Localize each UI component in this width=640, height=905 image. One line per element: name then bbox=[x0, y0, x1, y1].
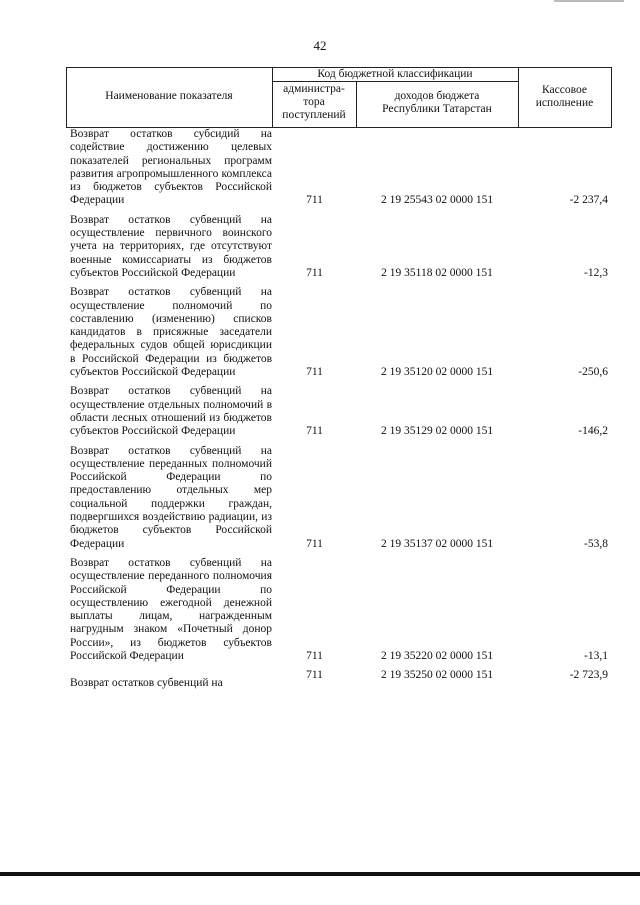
name-column-header: Наименование показателя bbox=[105, 90, 233, 102]
budget-code: 2 19 35220 02 0000 151 bbox=[380, 649, 494, 662]
indicator-name: Возврат остатков субвенций на осуществление отдельных полномочий в области лесных отношений из бюджетов субъектов Российской Федерации bbox=[70, 385, 272, 438]
right-border bbox=[611, 67, 612, 128]
scan-bottom-edge bbox=[0, 872, 640, 876]
income-header-line: Республики Татарстан bbox=[382, 103, 492, 115]
budget-code: 2 19 35129 02 0000 151 bbox=[380, 425, 494, 438]
table-row bbox=[66, 214, 612, 280]
admin-column-header bbox=[272, 83, 356, 122]
cash-execution: -13,1 bbox=[584, 649, 608, 662]
admin-code: 711 bbox=[306, 537, 323, 550]
table-header bbox=[66, 67, 612, 128]
table-body bbox=[66, 128, 612, 691]
indicator-name: Возврат остатков субвенций на осуществление переданного полномочия Российской Федерации по осуществлению ежегодной денежной выплаты лицам, награжденным нагрудным знаком «Почетный донор России», из бюджетов субъектов Российской Федерации bbox=[70, 556, 272, 662]
budget-code: 2 19 35137 02 0000 151 bbox=[380, 537, 494, 550]
table-row bbox=[66, 669, 612, 690]
amount-header-line: исполнение bbox=[535, 97, 594, 109]
admin-code: 711 bbox=[306, 266, 323, 279]
table-row bbox=[66, 128, 612, 208]
budget-code: 2 19 35118 02 0000 151 bbox=[381, 266, 493, 279]
table-row bbox=[66, 445, 612, 551]
admin-header-line: администра- bbox=[283, 83, 345, 95]
admin-code: 711 bbox=[306, 649, 323, 662]
admin-code: 711 bbox=[306, 669, 323, 682]
indicator-name: Возврат остатков субвенций на осуществление полномочий по составлению (изменению) списков кандидатов в присяжные заседатели федеральных судов общей юрисдикции в Российской Федерации из бюджетов субъектов Российской Федерации bbox=[70, 286, 272, 379]
cash-execution: -2 723,9 bbox=[569, 669, 608, 682]
budget-code: 2 19 25543 02 0000 151 bbox=[380, 194, 494, 207]
indicator-name: Возврат остатков субвенций на осуществление первичного воинского учета на территориях, где отсутствуют военные комиссариаты из бюджетов субъектов Российской Федерации bbox=[70, 213, 272, 279]
scan-corner-mark bbox=[554, 0, 624, 2]
cash-execution: -146,2 bbox=[578, 425, 608, 438]
table-row bbox=[66, 286, 612, 379]
admin-code: 711 bbox=[306, 366, 323, 379]
cash-execution: -2 237,4 bbox=[569, 194, 608, 207]
table-row bbox=[66, 385, 612, 438]
budget-code-group-header: Код бюджетной классификации bbox=[317, 68, 473, 80]
budget-code: 2 19 35120 02 0000 151 bbox=[380, 366, 494, 379]
page-number: 42 bbox=[313, 38, 327, 53]
cash-execution: -12,3 bbox=[584, 266, 608, 279]
admin-header-line: тора bbox=[303, 96, 325, 108]
group-divider bbox=[272, 81, 518, 82]
indicator-name: Возврат остатков субвенций на bbox=[70, 677, 223, 690]
cash-execution: -250,6 bbox=[578, 366, 608, 379]
indicator-name: Возврат остатков субсидий на содействие достижению целевых показателей региональных программ развития агропромышленного комплекса из бюджетов субъектов Российской Федерации bbox=[70, 128, 272, 207]
admin-code: 711 bbox=[306, 194, 323, 207]
income-header-line: доходов бюджета bbox=[394, 90, 480, 102]
table-row bbox=[66, 557, 612, 663]
amount-column-header bbox=[518, 84, 611, 110]
cash-execution: -53,8 bbox=[584, 537, 608, 550]
admin-code: 711 bbox=[306, 425, 323, 438]
amount-header-line: Кассовое bbox=[542, 84, 587, 96]
admin-header-line: поступлений bbox=[282, 109, 346, 121]
indicator-name: Возврат остатков субвенций на осуществление переданных полномочий Российской Федерации по предоставлению отдельных мер социальной поддержки граждан, подвергшихся воздействию радиации, из бюджетов субъектов Российской Федерации bbox=[70, 444, 272, 550]
budget-code: 2 19 35250 02 0000 151 bbox=[380, 669, 494, 682]
income-column-header bbox=[356, 90, 518, 116]
